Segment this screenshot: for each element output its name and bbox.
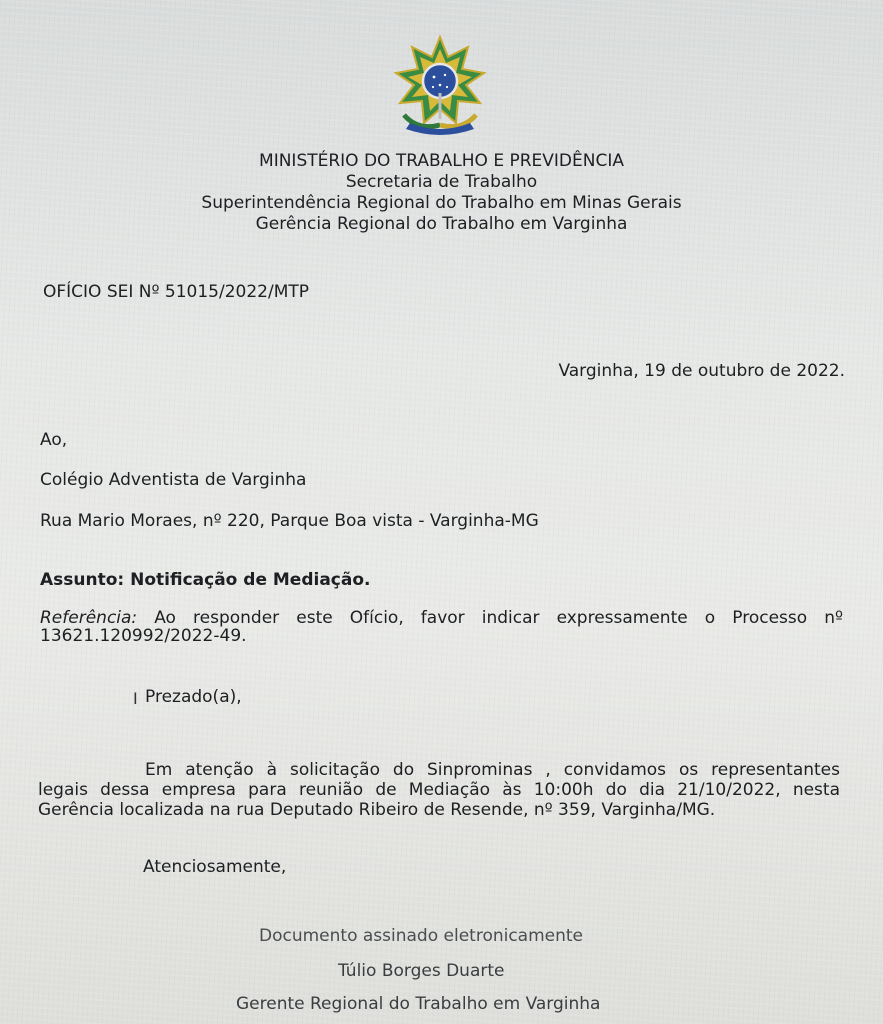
header-regional-office: Gerência Regional do Trabalho em Varginha xyxy=(255,214,628,234)
reference-label: Referência: xyxy=(40,608,138,628)
date-line: Varginha, 19 de outubro de 2022. xyxy=(558,361,845,381)
body-line-1: Em atenção à solicitação do Sinprominas , convidamos os representantes xyxy=(145,760,840,780)
body-line-3: Gerência localizada na rua Deputado Ribeiro de Resende, nº 359, Varginha/MG. xyxy=(38,800,716,820)
signature-name: Túlio Borges Duarte xyxy=(338,961,505,981)
signature-note: Documento assinado eletronicamente xyxy=(259,926,584,946)
reference-line-1 xyxy=(40,608,843,628)
body-line-2: legais dessa empresa para reunião de Mediação às 10:00h do dia 21/10/2022, nesta xyxy=(38,780,840,800)
brasao-emblem-icon xyxy=(390,35,490,135)
oficio-number: OFÍCIO SEI Nº 51015/2022/MTP xyxy=(43,282,310,302)
greeting: Prezado(a), xyxy=(145,687,242,707)
header-secretariat: Secretaria de Trabalho xyxy=(345,172,538,192)
text-cursor-icon: I xyxy=(133,689,138,708)
signature-role: Gerente Regional do Trabalho em Varginha xyxy=(236,994,601,1014)
header-ministry: MINISTÉRIO DO TRABALHO E PREVIDÊNCIA xyxy=(259,151,624,171)
closing: Atenciosamente, xyxy=(143,857,287,877)
header-superintendence: Superintendência Regional do Trabalho em Minas Gerais xyxy=(201,193,682,213)
recipient-name: Colégio Adventista de Varginha xyxy=(40,470,307,490)
subject-line: Assunto: Notificação de Mediação. xyxy=(40,570,371,590)
recipient-salutation: Ao, xyxy=(40,430,68,450)
reference-process-number: 13621.120992/2022-49. xyxy=(40,626,247,646)
reference-text: Ao responder este Ofício, favor indicar expressamente o Processo nº xyxy=(137,608,843,628)
recipient-address: Rua Mario Moraes, nº 220, Parque Boa vista - Varginha-MG xyxy=(40,511,539,531)
